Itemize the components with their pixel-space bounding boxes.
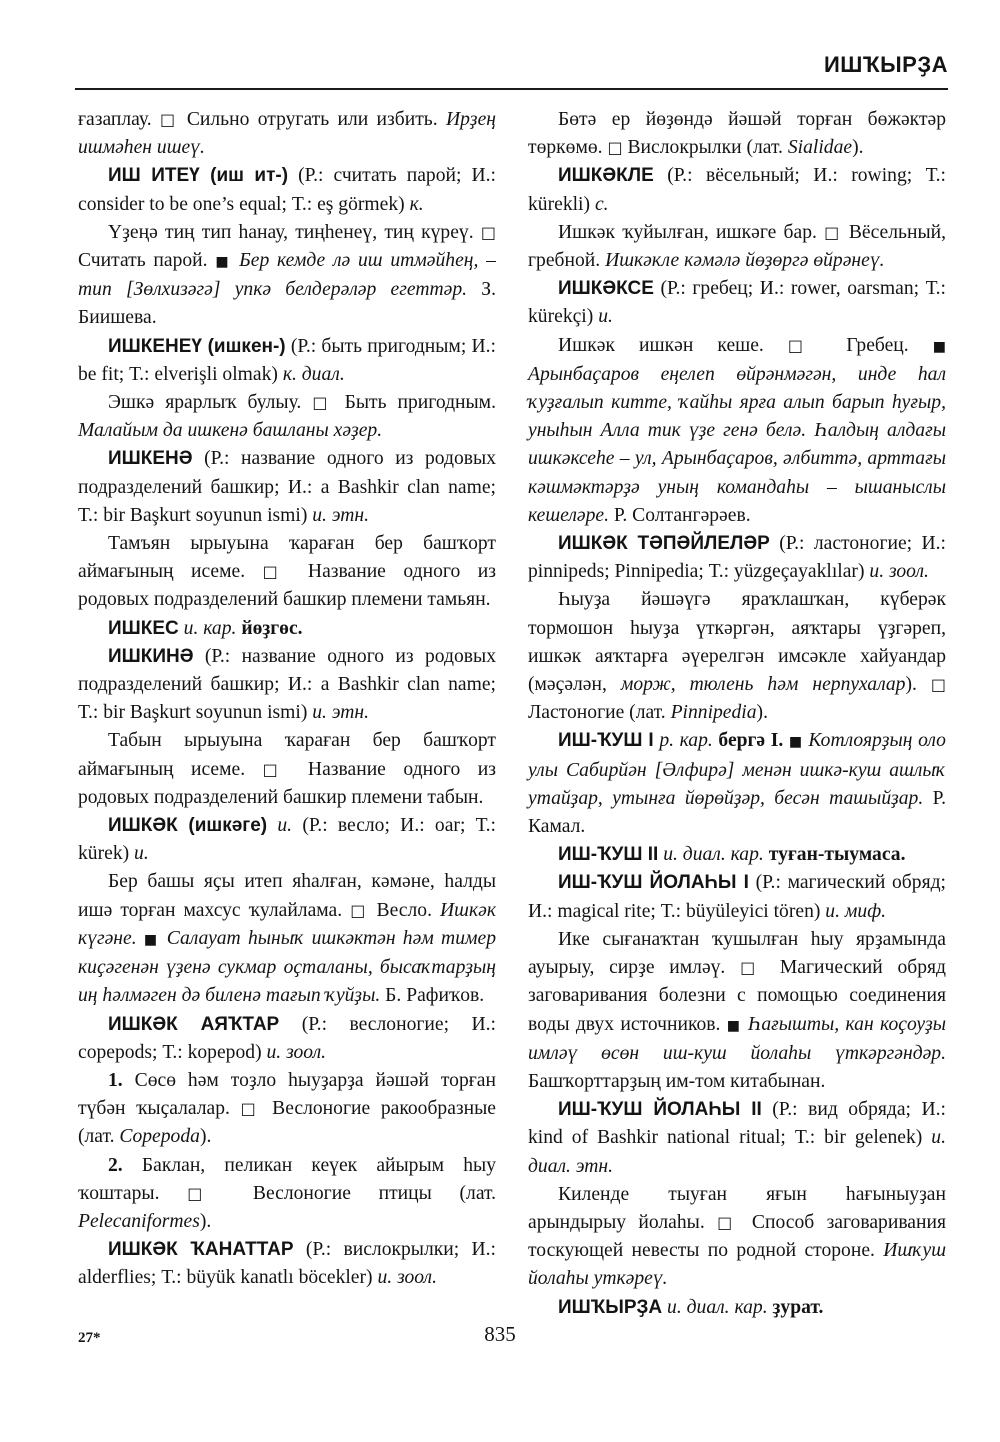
dictionary-entry	[528, 1181, 946, 1294]
empty-square-icon: □	[350, 900, 369, 920]
empty-square-icon: □	[159, 110, 179, 129]
text-segment: (Р.: веслоногие; И.: copepods; Т.: kopepod)	[78, 1013, 496, 1063]
text-segment: ).	[905, 674, 931, 696]
headword: ИШ-ҠУШ II	[558, 844, 659, 866]
text-segment: Ластоногие (лат.	[528, 702, 671, 724]
text-segment: Тамъян ырыуына ҡараған бер башҡорт аймағының исеме.	[78, 533, 496, 583]
text-segment: ).	[852, 137, 864, 159]
text-segment: Р. Камал.	[528, 787, 947, 838]
headword: ИШКӘК (ишкәге)	[108, 815, 268, 837]
text-segment: Ишкәк ҡуйылған, ишкәге бар.	[558, 221, 825, 243]
italic-text: и. диал. кар.	[658, 844, 764, 866]
headword: ИШ-ҠУШ ЙОЛАҺЫ II	[558, 1099, 762, 1121]
dictionary-entry	[78, 106, 496, 162]
text-segment: Весло.	[368, 899, 441, 921]
headword: ИШҠЫРҘА	[558, 1296, 663, 1318]
text-segment: ).	[756, 702, 768, 724]
headword: ИШКИНӘ	[108, 645, 194, 667]
italic-text: Sialidae	[787, 137, 853, 159]
bold-text: йөҙгөс.	[236, 617, 303, 639]
text-segment: Р. Солтангәрәев.	[609, 504, 751, 526]
empty-square-icon: □	[240, 1099, 262, 1119]
text-segment: ғазаплау.	[78, 109, 160, 130]
text-segment: (Р.: быть пригодным; И.: be fit; Т.: elverişli olmak)	[78, 335, 496, 385]
text-segment: Башҡорттарҙың им-том китабынан.	[528, 1070, 826, 1092]
dictionary-entry	[78, 727, 496, 812]
filled-square-icon: ■	[726, 1017, 742, 1034]
text-segment: Вёсельный, гребной.	[528, 221, 946, 272]
running-head: ИШҠЫРҘА	[823, 52, 948, 77]
dictionary-entry	[528, 727, 946, 841]
bold-text: туған-тыумаса.	[763, 844, 906, 866]
dictionary-entry	[78, 333, 496, 389]
empty-square-icon: □	[480, 222, 496, 242]
italic-text: и. зоол.	[377, 1267, 437, 1289]
italic-text: и. зоол.	[869, 561, 929, 583]
italic-text: Малайым да ишкенә башланы хәҙер.	[78, 420, 383, 442]
headword: ИШКӘК ҠАНАТТАР	[108, 1239, 294, 1261]
dictionary-entry	[78, 1152, 496, 1237]
headword: ИШКӘКЛЕ	[558, 165, 654, 187]
text-segment: ).	[199, 1210, 212, 1232]
italic-text: и. кар.	[178, 617, 237, 639]
dictionary-entry	[528, 162, 946, 218]
italic-text: Pinnipedia	[670, 702, 757, 724]
empty-square-icon: □	[930, 675, 946, 695]
text-segment: (Р.: вислокрылки; И.: alderflies; Т.: büyük kanatlı böcekler)	[78, 1239, 497, 1289]
page-number: 835	[484, 1322, 516, 1346]
italic-text: и. диал. этн.	[528, 1127, 946, 1177]
dictionary-entry	[78, 643, 496, 728]
italic-text: и. этн.	[312, 504, 369, 526]
text-segment: (Р.: вёсельный; И.: rowing; Т.: kürekli)	[528, 165, 946, 215]
headword: ИШ-ҠУШ I	[558, 730, 654, 752]
dictionary-entry	[78, 812, 496, 868]
text-segment: (Р.: вид обряда; И.: kind of Bashkir national ritual; Т.: bir gelenek)	[528, 1099, 946, 1149]
signature-mark: 27*	[78, 1330, 101, 1346]
dictionary-entry	[528, 1096, 946, 1181]
dictionary-entry	[78, 1236, 496, 1292]
italic-text: и.	[134, 843, 149, 865]
italic-text: р. кар.	[653, 730, 713, 752]
bold-text: ҙурат.	[767, 1296, 824, 1318]
italic-text: Салауат һыныҡ ишкәктән һәм тимер киҫәгенән үҙенә сукмар оҫталаны, бысаҡтарҙың иң һәлмәген дә биленә тағып ҡуйҙы.	[78, 927, 496, 1007]
text-segment: Магический обряд заговаривания болезни с помощью соединения воды двух источников.	[528, 957, 946, 1035]
header-rule	[75, 88, 948, 90]
text-segment: (Р.: весло; И.: oar; Т.: kürek)	[78, 815, 496, 865]
dictionary-entry	[528, 841, 946, 869]
italic-text: Бер кемде лә иш итмәйһең, – тип [Зөлхизәгә] упкә белдерәләр егеттәр.	[78, 250, 496, 301]
text-segment: Считать парой.	[78, 250, 216, 272]
text-segment: Веслоногие ракообразные (лат.	[78, 1098, 497, 1148]
dictionary-entry	[528, 926, 946, 1096]
dictionary-entry	[78, 1067, 496, 1152]
italic-text: и.	[598, 306, 613, 328]
dictionary-entry	[528, 275, 946, 331]
text-segment: Сильно отругать или избить.	[178, 109, 446, 130]
dictionary-entry	[78, 530, 496, 615]
filled-square-icon: ■	[143, 931, 160, 948]
headword: ИШКЕС	[108, 617, 179, 639]
text-segment: (Р.: ластоногие; И.: pinnipeds; Pinnipedia; Т.: yüzgeçayaklılar)	[528, 533, 946, 583]
text-segment: (Р.: название одного из родовых подразделений башкир; И.: a Bashkir clan name; Т.: bir Başkurt soyunun ismi)	[78, 645, 496, 724]
italic-text: и. этн.	[312, 702, 369, 724]
filled-square-icon: ■	[932, 338, 946, 355]
headword: ИШКӘКСЕ	[558, 278, 654, 300]
italic-text: Ирҙең ишмәһен ишеү.	[78, 109, 496, 159]
dictionary-entry	[78, 868, 496, 1010]
empty-square-icon: □	[262, 759, 291, 779]
empty-square-icon: □	[187, 1183, 226, 1203]
empty-square-icon: □	[787, 335, 823, 355]
empty-square-icon: □	[607, 138, 623, 158]
text-segment: (Р.: гребец; И.: rower, oarsman; Т.: kürekçi)	[528, 278, 946, 328]
text-segment: Табын ырыуына ҡараған бер башҡорт аймағының исеме.	[78, 730, 496, 780]
headword: ИШКӘК АЯҠТАР	[108, 1013, 280, 1035]
text-segment: Веслоногие птицы (лат.	[225, 1182, 497, 1204]
text-segment: Эшкә ярарлыҡ булыу.	[108, 392, 313, 414]
dictionary-entry	[528, 219, 946, 275]
italic-text: к. диал.	[282, 363, 345, 385]
dictionary-entry	[528, 332, 946, 530]
italic-text: и. зоол.	[266, 1041, 327, 1063]
filled-square-icon: ■	[215, 254, 232, 271]
text-segment: Б. Рафиҡов.	[380, 985, 485, 1007]
dictionary-entry	[528, 869, 946, 925]
text-segment: Бер башы яҫы итеп яһалған, кәмәне, һалды ишә торған махсус ҡулайлама.	[78, 871, 496, 921]
text-segment: Название одного из родовых подразделений башкир племени табын.	[78, 758, 496, 808]
text-segment: (Р.: название одного из родовых подразделений башкир; И.: a Bashkir clan name; Т.: bir Başkurt soyunun ismi)	[78, 448, 496, 526]
text-segment: Быть пригодным.	[333, 392, 496, 414]
dictionary-entry	[528, 106, 946, 162]
headword: ИШКЕНЕҮ (ишкен-)	[108, 335, 286, 357]
italic-text: Котлоярҙың оло улы Сабирйән [Әлфирә] менән ишкә-куш ашлыҡ утайҙар, утынға йөрөйҙәр, бесән ташыйҙар.	[528, 730, 946, 809]
dictionary-entry	[528, 530, 946, 586]
dictionary-entry	[78, 162, 496, 218]
italic-text: Ишҡуш йолаһы уткәреү.	[528, 1240, 946, 1290]
text-segment: З. Биишева.	[78, 279, 496, 329]
bold-text: 1.	[108, 1069, 123, 1091]
headword: ИШ-ҠУШ ЙОЛАҺЫ I	[558, 872, 749, 894]
text-segment: Сөсө һәм тоҙло һыуҙарҙа йәшәй торған түбән ҡыҫалалар.	[78, 1069, 496, 1120]
bold-text: 2.	[108, 1154, 123, 1176]
italic-text: Pelecaniformes	[78, 1210, 200, 1232]
italic-text: Ишкәкле кәмәлә йөҙөргә өйрәнеү.	[605, 250, 885, 272]
text-segment: Үҙеңә тиң тип һанау, тиңһенеү, тиң күреү.	[108, 221, 481, 243]
text-segment: Гребец.	[822, 334, 933, 356]
italic-text: к.	[409, 193, 424, 215]
italic-text: Ишкәк күгәне.	[78, 899, 496, 949]
empty-square-icon: □	[824, 222, 842, 242]
text-segment: Һыуҙа йәшәүгә яраҡлашҡан, күберәк тормошон һыуҙа үткәргән, аяҡтары үҙгәреп, ишкәк аяҡтарға әүерелгән имсәкле хайуандар (мәҫәлән,	[528, 589, 946, 696]
text-segment: Ике сығанаҡтан ҡушылған һыу ярҙамында ауырыу, сирҙе имләү.	[528, 928, 946, 979]
dictionary-entry	[78, 389, 496, 445]
italic-text: и. миф.	[825, 900, 887, 922]
right-column	[528, 106, 946, 1322]
left-column	[78, 106, 496, 1293]
empty-square-icon: □	[740, 958, 766, 978]
text-segment: Вислокрылки (лат.	[622, 137, 788, 159]
dictionary-entry	[528, 1294, 946, 1322]
italic-text: и. диал. кар.	[662, 1296, 768, 1318]
italic-text: Арынбаҫаров еңелеп өйрәнмәгән, инде һал ҡуҙғалып китте, ҡайһы ярға алып барып һуғыр, уныһын Алла тик үҙе генә белә. Һалдың алдағы ишкәксеһе – ул, Арынбаҫаров, әлбиттә, арттағы кәшмәктәрҙә уның командаһы – ышаныслы кешеләре.	[528, 363, 946, 526]
bold-text: бергә I.	[712, 730, 789, 752]
dictionary-entry	[78, 615, 496, 643]
headword: ИШ ИТЕҮ (иш ит-)	[108, 165, 289, 187]
text-segment: Баклан, пеликан кеүек айырым һыу ҡоштары.	[78, 1154, 496, 1204]
dictionary-entry	[528, 586, 946, 727]
text-segment: (Р.: магический обряд; И.: magical rite; Т.: büyüleyici tören)	[528, 872, 946, 922]
text-segment: Киленде тыуған яғын һағыныуҙан арындырыу йолаһы.	[528, 1183, 946, 1233]
empty-square-icon: □	[312, 393, 334, 413]
dictionary-entry	[78, 445, 496, 530]
text-segment: ).	[199, 1126, 212, 1148]
empty-square-icon: □	[262, 562, 291, 582]
italic-text: и.	[267, 815, 293, 837]
italic-text: Copepoda	[119, 1126, 200, 1148]
text-segment: Ишкәк ишкән кеше.	[558, 334, 788, 356]
text-segment: Бөтә ер йөҙөндә йәшәй торған бөжәктәр төркөмө.	[528, 109, 946, 159]
empty-square-icon: □	[717, 1212, 740, 1232]
italic-text: морж, тюлень һәм нерпухалар	[620, 674, 906, 696]
headword: ИШКӘК ТӘПӘЙЛЕЛӘР	[558, 533, 770, 555]
dictionary-entry	[78, 1011, 496, 1067]
italic-text: с.	[594, 193, 609, 215]
text-segment: Способ заговаривания тоскующей невесты по родной стороне.	[528, 1211, 946, 1262]
text-segment: Название одного из родовых подразделений башкир племени тамьян.	[78, 561, 496, 611]
text-segment: (Р.: считать парой; И.: consider to be one’s equal; Т.: eş görmek)	[78, 165, 496, 215]
headword: ИШКЕНӘ	[108, 448, 193, 470]
italic-text: Һағышты, кан коҫоуҙы имләү өсөн иш-куш йолаһы үткәргәндәр.	[528, 1013, 946, 1064]
filled-square-icon: ■	[788, 734, 803, 751]
dictionary-entry	[78, 219, 496, 333]
